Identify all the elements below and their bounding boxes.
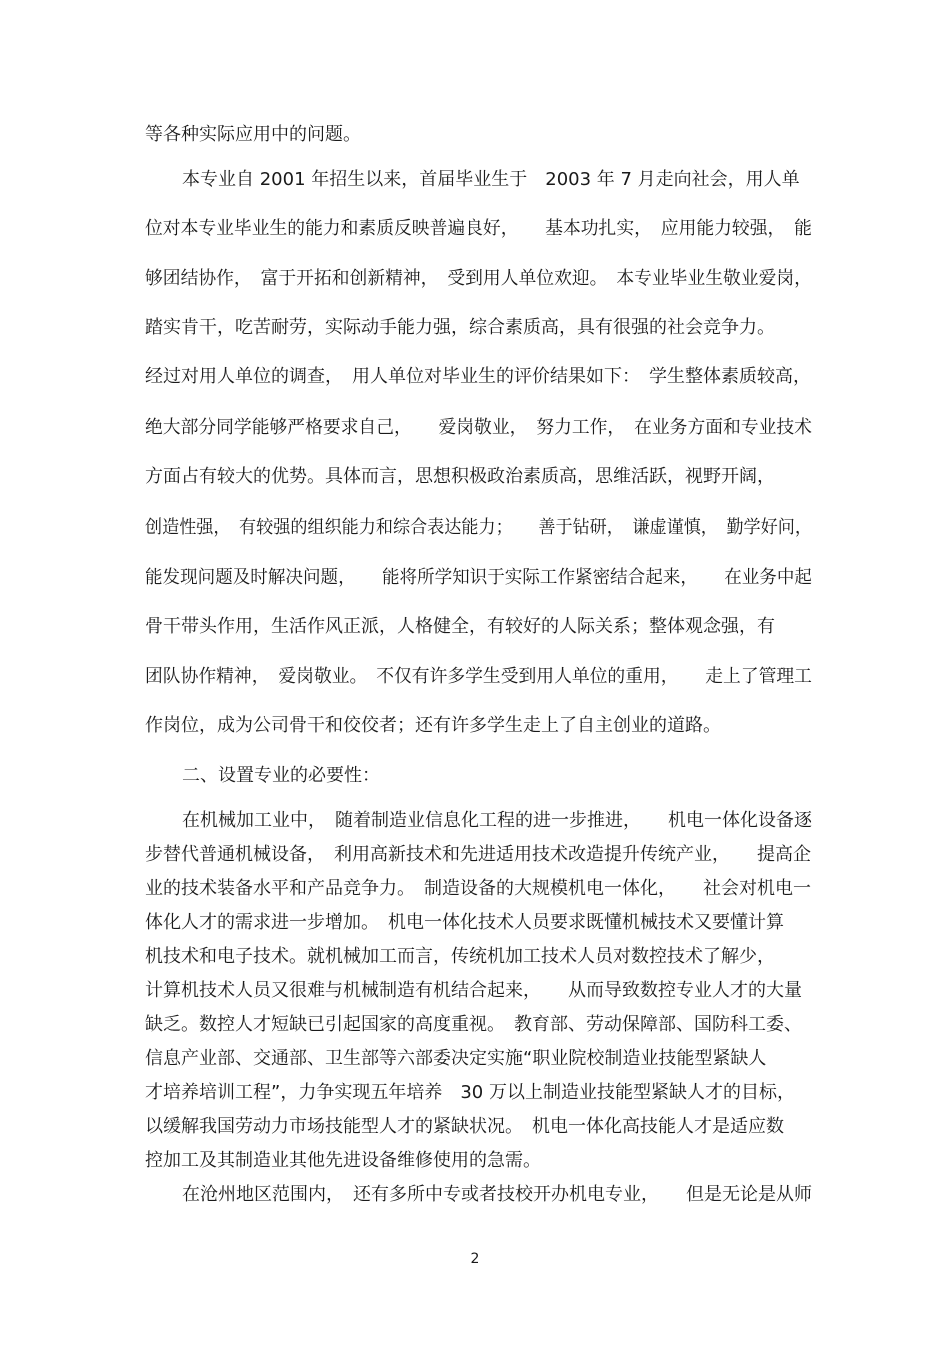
- section-heading: 二、设置专业的必要性：: [182, 765, 380, 786]
- text-line: 体化人才的需求进一步增加。 机电一体化技术人员要求既懂机械技术又要懂计算: [145, 912, 784, 933]
- text-line: 能发现问题及时解决问题， 能将所学知识于实际工作紧密结合起来， 在业务中起: [145, 567, 812, 588]
- text-line: 团队协作精神， 爱岗敬业。 不仅有许多学生受到用人单位的重用， 走上了管理工: [145, 666, 812, 687]
- text-line: 创造性强， 有较强的组织能力和综合表达能力； 善于钻研， 谦虚谨慎， 勤学好问，: [145, 517, 812, 538]
- text-line: 骨干带头作用，生活作风正派，人格健全，有较好的人际关系；整体观念强，有: [145, 616, 775, 637]
- text-line: 缺乏。数控人才短缺已引起国家的高度重视。 教育部、劳动保障部、国防科工委、: [145, 1014, 802, 1035]
- text-line: 步替代普通机械设备， 利用高新技术和先进适用技术改造提升传统产业， 提高企: [145, 844, 811, 865]
- page-number: 2: [470, 1251, 480, 1267]
- text-line: 机技术和电子技术。就机械加工而言，传统机加工技术人员对数控技术了解少，: [145, 946, 775, 967]
- text-line: 本专业自 2001 年招生以来，首届毕业生于 2003 年 7 月走向社会，用人单: [182, 169, 800, 190]
- text-line: 控加工及其制造业其他先进设备维修使用的急需。: [145, 1150, 541, 1171]
- text-line: 位对本专业毕业生的能力和素质反映普遍良好， 基本功扎实， 应用能力较强， 能: [145, 218, 812, 239]
- text-line: 计算机技术人员又很难与机械制造有机结合起来， 从而导致数控专业人才的大量: [145, 980, 802, 1001]
- text-line: 作岗位，成为公司骨干和佼佼者；还有许多学生走上了自主创业的道路。: [145, 715, 721, 736]
- text-line: 以缓解我国劳动力市场技能型人才的紧缺状况。 机电一体化高技能人才是适应数: [145, 1116, 784, 1137]
- text-line: 够团结协作， 富于开拓和创新精神， 受到用人单位欢迎。 本专业毕业生敬业爱岗，: [145, 268, 812, 289]
- text-line: 信息产业部、交通部、卫生部等六部委决定实施“职业院校制造业技能型紧缺人: [145, 1048, 767, 1069]
- text-line: 在机械加工业中， 随着制造业信息化工程的进一步推进， 机电一体化设备逐: [182, 810, 812, 831]
- text-line: 等各种实际应用中的问题。: [145, 124, 361, 145]
- text-line: 经过对用人单位的调查， 用人单位对毕业生的评价结果如下： 学生整体素质较高，: [145, 366, 811, 387]
- text-line: 才培养培训工程”，力争实现五年培养 30 万以上制造业技能型紧缺人才的目标，: [145, 1082, 795, 1103]
- text-line: 方面占有较大的优势。具体而言，思想积极政治素质高，思维活跃，视野开阔，: [145, 466, 775, 487]
- text-line: 业的技术装备水平和产品竞争力。 制造设备的大规模机电一体化， 社会对机电一: [145, 878, 811, 899]
- text-line: 绝大部分同学能够严格要求自己， 爱岗敬业， 努力工作， 在业务方面和专业技术: [145, 417, 812, 438]
- text-line: 踏实肯干，吃苦耐劳，实际动手能力强，综合素质高，具有很强的社会竞争力。: [145, 317, 775, 338]
- text-line: 在沧州地区范围内， 还有多所中专或者技校开办机电专业， 但是无论是从师: [182, 1184, 812, 1205]
